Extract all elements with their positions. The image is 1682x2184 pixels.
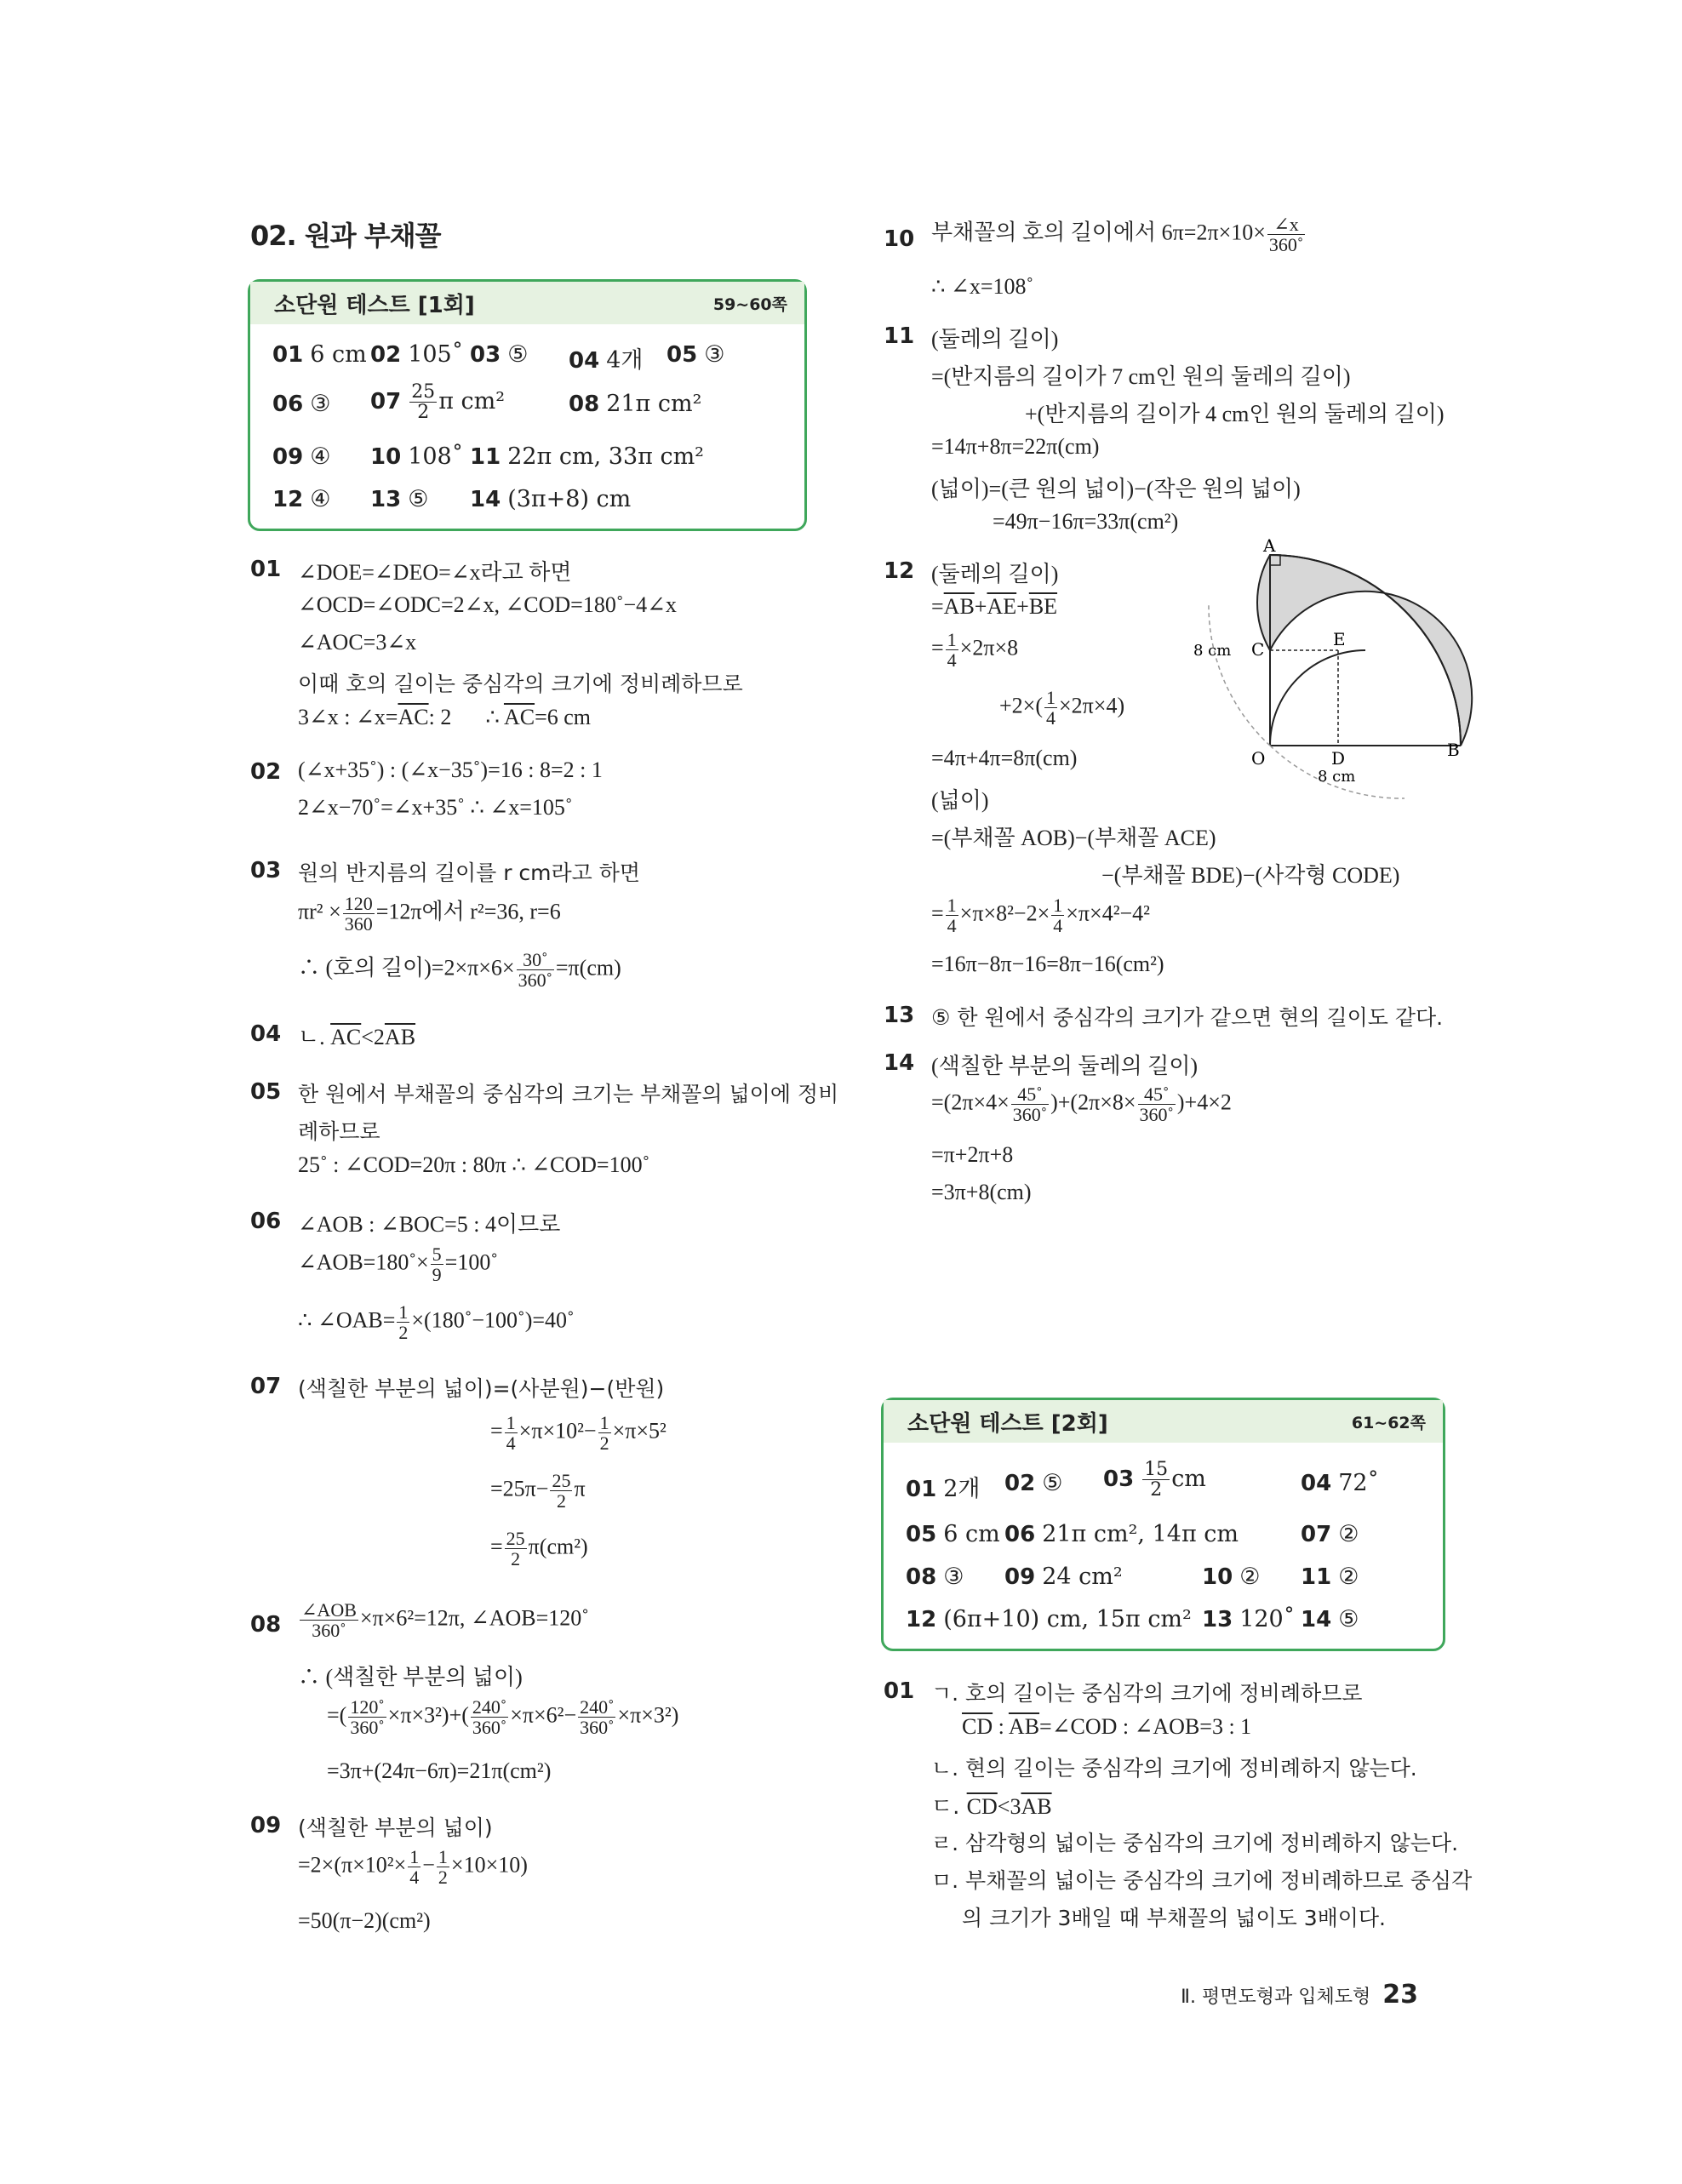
answer: 14 (3π+8) cm (470, 486, 632, 512)
answer: 08 21π cm² (569, 391, 702, 417)
answer: 02 105˚ (370, 341, 464, 368)
line: ∴ ∠x=108˚ (931, 274, 1034, 299)
line: 25˚ : ∠COD=20π : 80π ∴ ∠COD=100˚ (298, 1152, 650, 1177)
line: 부채꼴의 호의 길이에서 6π=2π×10× $\frac{\angle x}{360˚}$ (931, 214, 1304, 256)
line: (넓이)=(큰 원의 넓이)−(작은 원의 넓이) (931, 477, 1301, 501)
line: ∠AOC=3∠x (298, 630, 417, 655)
page-number: 23 (1382, 1980, 1418, 2010)
answer: 07 ② (1301, 1521, 1359, 1547)
answer: 09 ④ (272, 443, 331, 470)
fig-label-e: E (1333, 629, 1346, 649)
solution-number: 09 (250, 1813, 282, 1838)
line: πr² × $\frac{120}{360}$ =12π에서 r²=36, r=6 (298, 893, 561, 935)
answer: 07 $\frac{25}{2}$ π cm² (370, 381, 506, 424)
test2-pages: 61~62쪽 (1351, 1413, 1426, 1432)
line: = $\frac{1}{4}$ ×π×10²− $\frac{1}{2}$ ×π×5² (490, 1412, 667, 1455)
line: $\overline{CD}$ : $\overline{AB}=\angle COD$ : ∠AOB=3 : 1 (962, 1714, 1252, 1739)
line: =3π+8(cm) (931, 1180, 1032, 1204)
solution-number: 07 (250, 1374, 282, 1399)
answer: 11 ② (1301, 1564, 1359, 1590)
line: ∴ ∠OAB= $\frac{1}{2}$ ×(180˚−100˚)=40˚ (298, 1301, 575, 1344)
line: =3π+(24π−6π)=21π(cm²) (327, 1758, 552, 1783)
answer: 13 120˚ (1202, 1606, 1296, 1632)
line: =4π+4π=8π(cm) (931, 746, 1078, 770)
answer: 09 24 cm² (1004, 1564, 1123, 1590)
answer: 05 ③ (667, 341, 725, 368)
fig-label-a: A (1263, 535, 1276, 556)
solution-number: 11 (884, 323, 915, 349)
line: =2×(π×10²× $\frac{1}{4}$ − $\frac{1}{2}$ ×10×10) (298, 1846, 528, 1889)
line: =49π−16π=33π(cm²) (993, 509, 1179, 534)
line: (색칠한 부분의 넓이)=(사분원)−(반원) (298, 1376, 665, 1401)
line: 의 크기가 3배일 때 부채꼴의 넓이도 3배이다. (962, 1906, 1386, 1930)
line: ∠AOB=180˚× $\frac{5}{9}$ =100˚ (298, 1244, 498, 1286)
line: $=\overline{AB}+\overline{AE}+\overline{BE}$ (931, 594, 1058, 619)
fig-label-b: B (1447, 740, 1460, 760)
line: ㄷ. $\overline{CD}<3\overline{AB}$ (931, 1794, 1052, 1820)
test2-header (884, 1400, 1443, 1443)
answer: 04 4개 (569, 347, 644, 374)
answer: 03 $\frac{15}{2}$ cm (1103, 1459, 1206, 1501)
sector-figure (1192, 535, 1464, 798)
footer-chapter: Ⅱ. 평면도형과 입체도형 (1181, 1987, 1371, 2008)
line: ㄴ. 현의 길이는 중심각의 크기에 정비례하지 않는다. (931, 1756, 1417, 1781)
answer: 10 ② (1202, 1564, 1261, 1590)
test2-title: 소단원 테스트 [2회] (907, 1410, 1108, 1437)
line: (색칠한 부분의 넓이) (298, 1815, 493, 1840)
line: (넓이) (931, 788, 989, 813)
line: =(부채꼴 AOB)−(부채꼴 ACE) (931, 826, 1216, 850)
answer: 04 72˚ (1301, 1470, 1380, 1496)
solution-number: 03 (250, 858, 282, 883)
answer: 05 6 cm (906, 1521, 1000, 1547)
solution-number: 06 (250, 1209, 282, 1234)
line: +2×( $\frac{1}{4}$ ×2π×4) (999, 687, 1125, 729)
answer: 06 21π cm², 14π cm (1004, 1521, 1239, 1547)
line: ㅁ. 부채꼴의 넓이는 중심각의 크기에 정비례하므로 중심각 (931, 1868, 1473, 1893)
line: 례하므로 (298, 1119, 380, 1144)
test1-title: 소단원 테스트 [1회] (274, 292, 475, 318)
line: (둘레의 길이) (931, 562, 1059, 586)
line: = $\frac{1}{4}$ ×2π×8 (931, 629, 1019, 672)
line: (∠x+35˚) : (∠x−35˚)=16 : 8=2 : 1 (298, 758, 603, 782)
answer: 01 6 cm (272, 341, 367, 368)
line: =25π− $\frac{25}{2}$ π (490, 1470, 586, 1512)
solution-number: 05 (250, 1079, 282, 1105)
answer: 13 ⑤ (370, 486, 429, 512)
line: 한 원에서 부채꼴의 중심각의 크기는 부채꼴의 넓이에 정비 (298, 1082, 839, 1106)
answer: 10 108˚ (370, 443, 464, 470)
fig-label-len: 8 cm (1193, 642, 1232, 660)
answer: 02 ⑤ (1004, 1470, 1063, 1496)
fig-label-o: O (1251, 748, 1266, 769)
solution-number: 01 (250, 557, 282, 582)
line: −(부채꼴 BDE)−(사각형 CODE) (1101, 863, 1400, 888)
line: ⑤ 한 원에서 중심각의 크기가 같으면 현의 길이도 같다. (931, 1005, 1444, 1030)
test2-box (881, 1398, 1445, 1651)
solution-number: 12 (884, 558, 915, 584)
line: 2∠x−70˚=∠x+35˚ ∴ ∠x=105˚ (298, 795, 573, 820)
solution-number: 08 (250, 1612, 282, 1638)
line: $\frac{\text{∠AOB}}{360˚}$ ×π×6²=12π, ∠AOB=120˚ (301, 1599, 589, 1642)
line: =π+2π+8 (931, 1142, 1014, 1167)
page-footer (1181, 1980, 1418, 2010)
answer: 14 ⑤ (1301, 1606, 1359, 1632)
line: = $\frac{25}{2}$ π(cm²) (490, 1528, 588, 1570)
answer: 12 (6π+10) cm, 15π cm² (906, 1606, 1192, 1632)
solution-number: 02 (250, 759, 282, 785)
line: 3∠x : $\angle x=\overline{AC}$: 2 ∴ $\overline{AC}=6$ cm (298, 705, 591, 729)
answer: 03 ⑤ (470, 341, 529, 368)
solution-number: 14 (884, 1050, 915, 1076)
line: ∠DOE=∠DEO=∠x라고 하면 (298, 560, 572, 585)
line: (색칠한 부분의 둘레의 길이) (931, 1054, 1199, 1078)
fig-label-c: C (1251, 639, 1265, 660)
solution-number: 04 (250, 1021, 282, 1047)
line: =(반지름의 길이가 7 cm인 원의 둘레의 길이) (931, 364, 1351, 389)
answer: 12 ④ (272, 486, 331, 512)
solution-number: 13 (884, 1003, 915, 1028)
solution-number: 10 (884, 226, 915, 252)
line: ∴ (호의 길이)=2×π×6× $\frac{30˚}{360˚}$ =π(cm) (298, 949, 621, 992)
line: (둘레의 길이) (931, 327, 1059, 352)
answer: 01 2개 (906, 1476, 981, 1502)
test1-pages: 59~60쪽 (712, 294, 787, 314)
line: ㄱ. 호의 길이는 중심각의 크기에 정비례하므로 (931, 1681, 1363, 1706)
line: =( $\frac{120˚}{360˚}$ ×π×3²)+( $\frac{240˚}{360˚}$ ×π×6²− $\frac{240˚}{360˚}$ ×π×3²) (327, 1696, 679, 1739)
fig-label-len2: 8 cm (1318, 768, 1356, 786)
test1-box (248, 279, 807, 531)
line: =50(π−2)(cm²) (298, 1908, 431, 1933)
fig-label-d: D (1331, 748, 1346, 769)
line: ㄹ. 삼각형의 넓이는 중심각의 크기에 정비례하지 않는다. (931, 1831, 1459, 1855)
answer: 06 ③ (272, 391, 331, 417)
line: ∠OCD=∠ODC=2∠x, ∠COD=180˚−4∠x (298, 592, 677, 617)
answer: 11 22π cm, 33π cm² (470, 443, 704, 470)
line: ∴ (색칠한 부분의 넓이) (298, 1665, 523, 1689)
test1-header (250, 282, 804, 324)
line: 이때 호의 길이는 중심각의 크기에 정비례하므로 (298, 672, 743, 696)
section-title: 02. 원과 부채꼴 (250, 220, 441, 252)
line: 원의 반지름의 길이를 r cm라고 하면 (298, 860, 641, 885)
line: =16π−8π−16=8π−16(cm²) (931, 952, 1164, 976)
line: =14π+8π=22π(cm) (931, 434, 1100, 459)
line: ∠AOB : ∠BOC=5 : 4이므로 (298, 1212, 561, 1237)
line: ㄴ. $\overline{AC}<2\overline{AB}$ (298, 1025, 416, 1049)
line: =(2π×4× $\frac{45˚}{360˚}$ )+(2π×8× $\frac{45˚}{360˚}$ )+4×2 (931, 1083, 1232, 1126)
solution-number: 01 (884, 1678, 915, 1704)
line: +(반지름의 길이가 4 cm인 원의 둘레의 길이) (1025, 402, 1445, 426)
answer: 08 ③ (906, 1564, 964, 1590)
line: = $\frac{1}{4}$ ×π×8²−2× $\frac{1}{4}$ ×π×4²−4² (931, 895, 1150, 937)
